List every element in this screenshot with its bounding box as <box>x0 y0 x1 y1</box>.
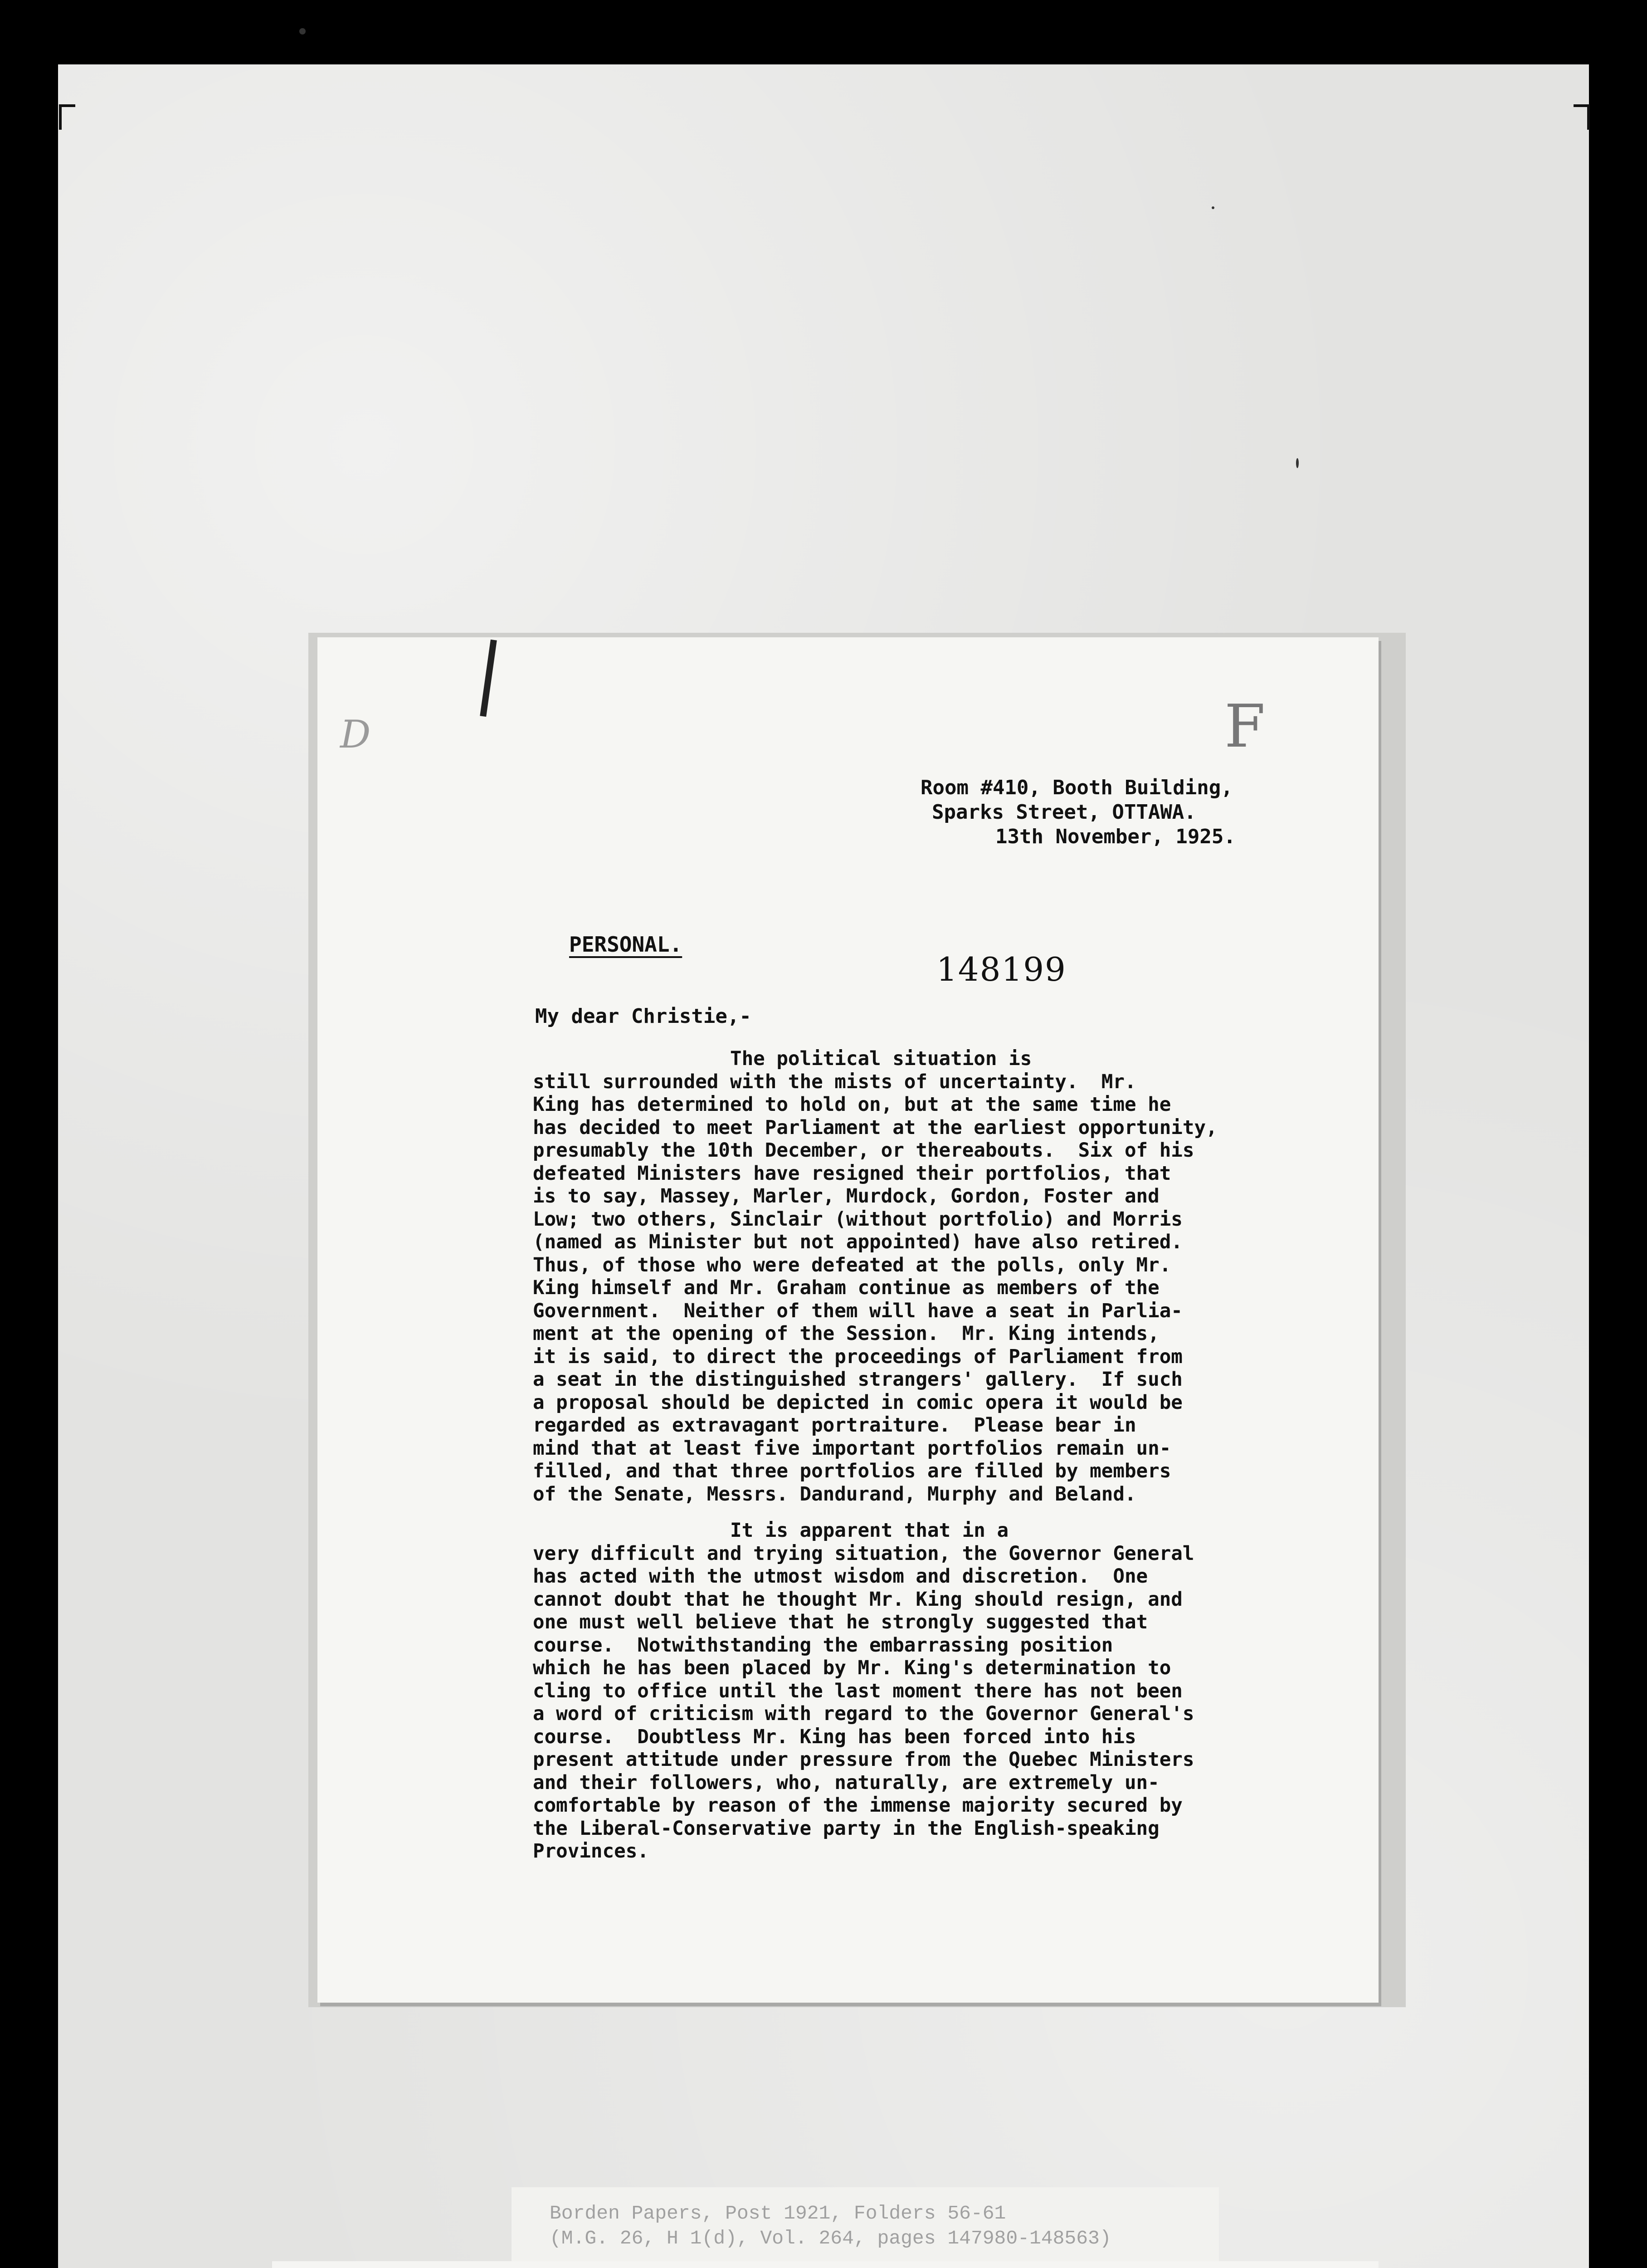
text-line: King himself and Mr. Graham continue as members of the <box>533 1277 1160 1299</box>
corner-crop-mark-right <box>1574 104 1590 130</box>
text-line: cannot doubt that he thought Mr. King should resign, and <box>533 1588 1183 1611</box>
text-line: has acted with the utmost wisdom and discretion. One <box>533 1565 1148 1588</box>
text-line: course. Doubtless Mr. King has been forced into his <box>533 1725 1136 1748</box>
letter-date: 13th November, 1925. <box>995 825 1236 848</box>
address-line: Sparks Street, OTTAWA. <box>932 801 1196 824</box>
text-line: Provinces. <box>533 1840 649 1862</box>
text-line: Low; two others, Sinclair (without portfolio) and Morris <box>533 1208 1183 1231</box>
folder-label-line: (M.G. 26, H 1(d), Vol. 264, pages 147980-148563) <box>550 2227 1111 2249</box>
text-line: of the Senate, Messrs. Dandurand, Murphy and Beland. <box>533 1483 1136 1505</box>
text-line: comfortable by reason of the immense majority secured by <box>533 1794 1183 1817</box>
text-line: a proposal should be depicted in comic opera it would be <box>533 1391 1183 1414</box>
text-line: which he has been placed by Mr. King's determination to <box>533 1657 1171 1679</box>
text-line: a seat in the distinguished strangers' gallery. If such <box>533 1369 1183 1391</box>
dust-speck <box>1212 206 1214 209</box>
text-line: defeated Ministers have resigned their portfolios, that <box>533 1162 1171 1185</box>
margin-mark-right: F <box>1224 692 1266 761</box>
sender-address <box>921 776 1236 849</box>
text-line: still surrounded with the mists of uncertainty. Mr. <box>533 1070 1136 1093</box>
text-line: a word of criticism with regard to the Governor General's <box>533 1703 1194 1725</box>
folder-label-line: Borden Papers, Post 1921, Folders 56-61 <box>550 2202 1006 2224</box>
dust-speck <box>299 28 306 34</box>
text-line: the Liberal-Conservative party in the English-speaking <box>533 1817 1160 1840</box>
text-line: cling to office until the last moment there has not been <box>533 1680 1183 1702</box>
text-line: Government. Neither of them will have a seat in Parlia- <box>533 1300 1183 1322</box>
text-line: presumably the 10th December, or thereabouts. Six of his <box>533 1139 1194 1162</box>
text-line: regarded as extravagant portraiture. Please bear in <box>533 1414 1136 1437</box>
text-line: The political situation is <box>533 1048 1032 1070</box>
text-line: course. Notwithstanding the embarrassing position <box>533 1634 1113 1657</box>
address-line: Room #410, Booth Building, <box>921 776 1233 799</box>
text-line: King has determined to hold on, but at the same time he <box>533 1094 1171 1116</box>
page-number-stamp: 148199 <box>936 950 1067 988</box>
text-line: It is apparent that in a <box>533 1520 1009 1542</box>
text-line: one must well believe that he strongly suggested that <box>533 1611 1148 1633</box>
paragraph-2 <box>533 1520 1331 1863</box>
text-line: it is said, to direct the proceedings of Parliament from <box>533 1345 1183 1368</box>
text-line: has decided to meet Parliament at the earliest opportunity, <box>533 1116 1218 1139</box>
folder-reference-label <box>512 2187 1219 2264</box>
salutation: My dear Christie,- <box>535 1005 751 1028</box>
text-line: (named as Minister but not appointed) have also retired. <box>533 1231 1183 1253</box>
text-line: very difficult and trying situation, the Governor General <box>533 1542 1194 1565</box>
text-line: and their followers, who, naturally, are extremely un- <box>533 1771 1160 1794</box>
text-line: Thus, of those who were defeated at the polls, only Mr. <box>533 1254 1171 1276</box>
text-line: filled, and that three portfolios are filled by members <box>533 1460 1171 1482</box>
personal-label: PERSONAL. <box>569 932 682 957</box>
text-line: ment at the opening of the Session. Mr. King intends, <box>533 1323 1160 1345</box>
corner-crop-mark-left <box>59 104 75 130</box>
archives-card <box>272 2261 1379 2268</box>
text-line: is to say, Massey, Marler, Murdock, Gordon, Foster and <box>533 1185 1160 1207</box>
margin-mark-left: D <box>340 712 371 757</box>
text-line: mind that at least five important portfolios remain un- <box>533 1437 1171 1460</box>
dust-speck <box>1296 458 1299 468</box>
text-line: present attitude under pressure from the Quebec Ministers <box>533 1749 1194 1771</box>
paragraph-1 <box>533 1048 1331 1506</box>
